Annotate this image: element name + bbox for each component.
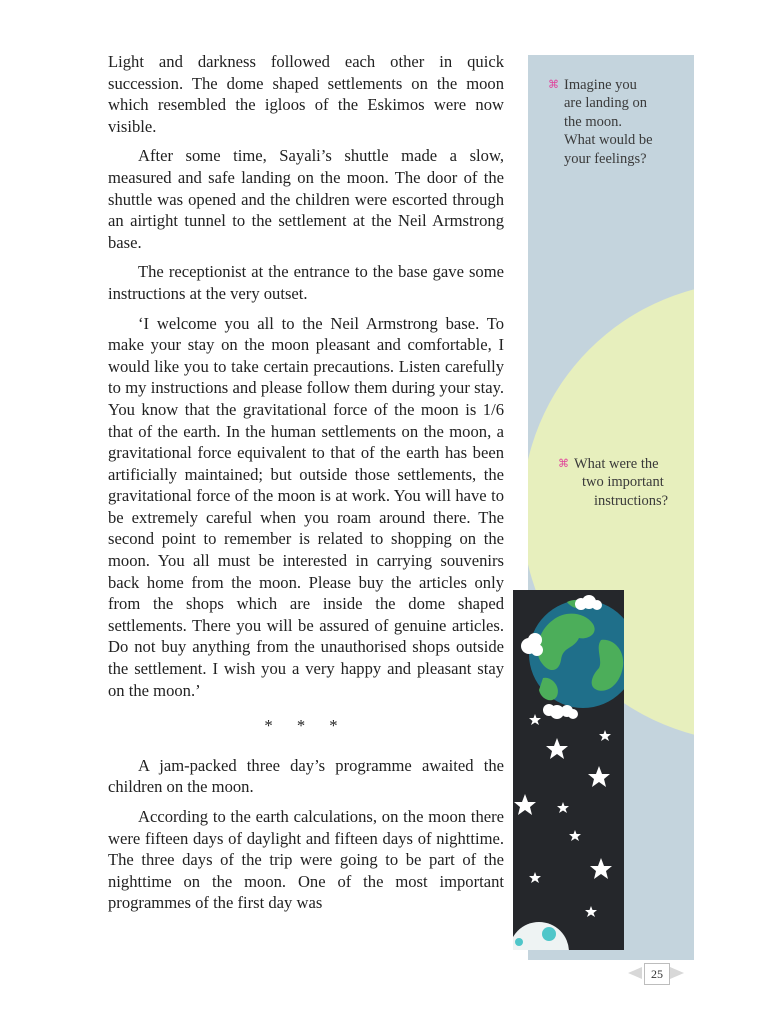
paragraph-4: ‘I welcome you all to the Neil Armstrong base. To make your stay on the moon pleasant and comfortable, I would like you to take certain precautions. Listen carefully to my instructions and please follow them during your stay. You know that the gravitational force of the moon is 1/6 that of the earth. In the human settlements on the moon, a gravitational force equivalent to that of the earth has been artificially maintained; but outside those settlements, the gravitational force of the moon is at work. You will have to be extremely careful when you roam around there. The second point to remember is related to shopping on the moon. You all must be interested in carrying souvenirs back home from the moon. Please buy the articles only from the shops which are inside the dome shaped settlements. There you will be assured of genuine articles. Do not buy anything from the unauthorised shops outside the settlement. I wish you a very happy and pleasant stay on the moon.’ [108, 313, 504, 700]
earth-icon [529, 600, 624, 708]
question2-line-3: instructions? [594, 492, 669, 509]
question1-line-2: are landing on [564, 95, 647, 112]
page-number-badge [628, 961, 684, 985]
question1-line-3: the moon. [564, 113, 622, 130]
paragraph-5: A jam-packed three day’s programme awaited the children on the moon. [108, 755, 504, 797]
question1-line-4: What would be [564, 132, 653, 149]
space-illustration [513, 590, 624, 950]
sidebar-question-feelings [548, 76, 680, 168]
paragraph-1: Light and darkness followed each other in quick succession. The dome shaped settlements on the moon which resembled the igloos of the Eskimos were now visible. [108, 52, 504, 136]
sidebar-question-instructions [558, 455, 684, 510]
question1-line-5: your feelings? [564, 150, 647, 167]
paragraph-6: According to the earth calculations, on the moon there were fifteen days of daylight and fifteen days of nighttime. The three days of the trip were going to be part of the nighttime on the moon. One of the most important programmes of the first day was [108, 807, 504, 913]
bullet-icon: ⌘ [548, 79, 559, 91]
paragraph-3: The receptionist at the entrance to the base gave some instructions at the very outset. [108, 262, 504, 303]
space-illustration-svg [513, 590, 624, 950]
moon-icon [513, 922, 569, 950]
arrow-left-icon [628, 967, 642, 979]
question2-line-2: two important [582, 474, 664, 491]
question1-line-1: Imagine you [564, 77, 637, 93]
main-text-column [108, 51, 504, 922]
star-icon [514, 714, 612, 917]
question2-line-1: What were the [574, 456, 659, 472]
paragraph-2: After some time, Sayali’s shuttle made a slow, measured and safe landing on the moon. The door of the shuttle was opened and the children were escorted through an airtight tunnel to the settlement at the Neil Armstrong base. [108, 146, 504, 252]
bullet-icon: ⌘ [558, 458, 569, 470]
page-number: 25 [644, 963, 670, 985]
section-break: * * * [264, 716, 348, 736]
arrow-right-icon [670, 967, 684, 979]
